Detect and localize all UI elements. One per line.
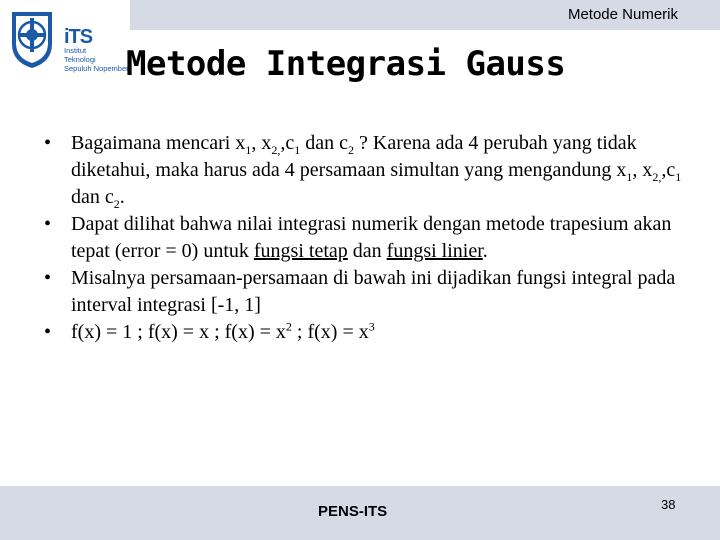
bullet-text: .	[119, 186, 125, 208]
bullet-text: ,c	[661, 159, 676, 181]
subscript: 1	[626, 170, 633, 184]
logo-line-1: Institut	[64, 46, 87, 55]
subscript: 1	[294, 143, 301, 157]
bullet-text: Bagaimana mencari x	[71, 132, 246, 154]
subscript: 2	[113, 197, 120, 211]
bullet-text: Misalnya persamaan-persamaan di bawah ini dijadikan fungsi integral pada interval integrasi [-1, 1]	[71, 267, 676, 316]
logo-name: iTS	[64, 26, 93, 48]
bullet-item	[44, 319, 684, 346]
bullet-item	[44, 130, 684, 211]
bullet-text: dan c	[71, 186, 114, 208]
bullet-list	[44, 130, 684, 346]
bullet-text: ; f(x) = x	[291, 321, 369, 343]
bullet-item	[44, 211, 684, 265]
header-title: Metode Numerik	[567, 6, 678, 23]
bullet-text: dan	[347, 240, 387, 262]
page-number: 38	[661, 497, 676, 512]
bullet-item	[44, 265, 684, 319]
bullet-text: Dapat dilihat bahwa nilai integrasi numerik dengan metode trapesium akan tepat (error = 0) untuk	[71, 213, 672, 262]
subscript: 2,	[271, 143, 281, 157]
bullet-text: dan c	[300, 132, 349, 154]
bullet-text: .	[482, 240, 488, 262]
footer-text: PENS-ITS	[318, 503, 388, 520]
its-emblem-icon	[8, 8, 58, 70]
bullet-text: ? Karena ada 4 perubah yang tidak diketahui, maka harus ada 4 persamaan simultan yang mengandung x	[71, 132, 637, 181]
subscript: 2	[348, 143, 355, 157]
bullet-text: , x	[632, 159, 653, 181]
subscript: 1	[675, 170, 682, 184]
subscript: 2,	[652, 170, 662, 184]
slide-title: Metode Integrasi Gauss	[126, 44, 566, 84]
its-logo	[8, 8, 129, 73]
underlined-term: fungsi tetap	[253, 240, 348, 262]
superscript: 3	[368, 319, 375, 334]
logo-line-2: Teknologi	[64, 55, 96, 64]
bullet-text: f(x) = 1 ; f(x) = x ; f(x) = x	[71, 321, 286, 343]
bullet-text: , x	[251, 132, 272, 154]
superscript: 2	[285, 319, 292, 334]
logo-line-3: Sepuluh Nopember	[64, 64, 129, 73]
subscript: 1	[245, 143, 252, 157]
underlined-term: fungsi linier	[386, 240, 483, 262]
bullet-text: ,c	[280, 132, 295, 154]
